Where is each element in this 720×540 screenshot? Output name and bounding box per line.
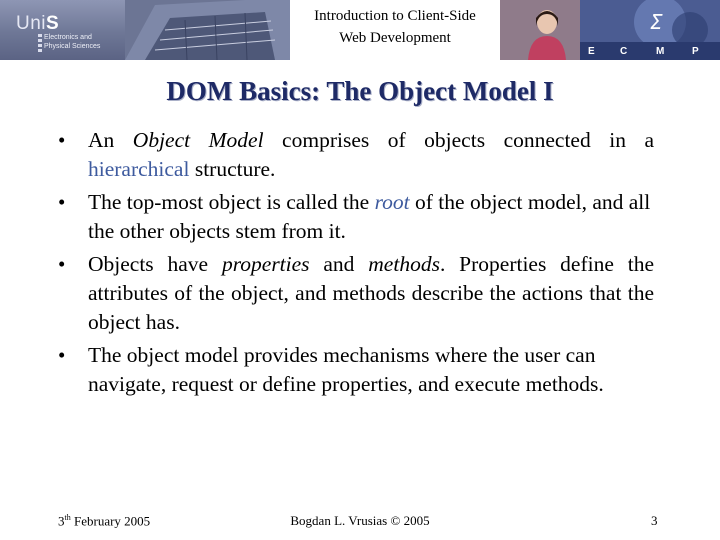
unis-logo-block: [0, 0, 140, 60]
footer-author: Bogdan L. Vrusias © 2005: [290, 513, 430, 528]
list-item: • The top-most object is called the root of the object model, and all the other objects stem from it.: [58, 188, 654, 246]
list-item: • An Object Model comprises of objects connected in a hierarchical structure.: [58, 126, 654, 184]
sigma-icon: Σ: [650, 10, 663, 34]
person-photo-icon: [522, 6, 572, 60]
course-title: Introduction to Client-Side Web Development: [314, 8, 476, 46]
ecmp-letters: E C M P: [588, 46, 699, 57]
logo-subtitle: Electronics and Physical Sciences: [44, 34, 101, 50]
slide-title: DOM Basics: The Object Model I: [166, 76, 554, 106]
unis-logo: UniS: [16, 13, 60, 34]
logo-bars-icon: [38, 34, 42, 56]
ecmp-logo-block: [500, 0, 720, 60]
course-title-box: [290, 0, 500, 60]
list-item: • The object model provides mechanisms where the user can navigate, request or define properties, and execute methods.: [58, 341, 654, 399]
footer-date: 3th February 2005: [58, 513, 151, 529]
bullet-list: [58, 126, 654, 403]
page-number: 3: [651, 513, 658, 528]
header-banner: [0, 0, 720, 60]
list-item: • Objects have properties and methods. Properties define the attributes of the object, and methods describe the actions that the object has.: [58, 250, 654, 337]
building-photo-icon: [125, 0, 290, 60]
